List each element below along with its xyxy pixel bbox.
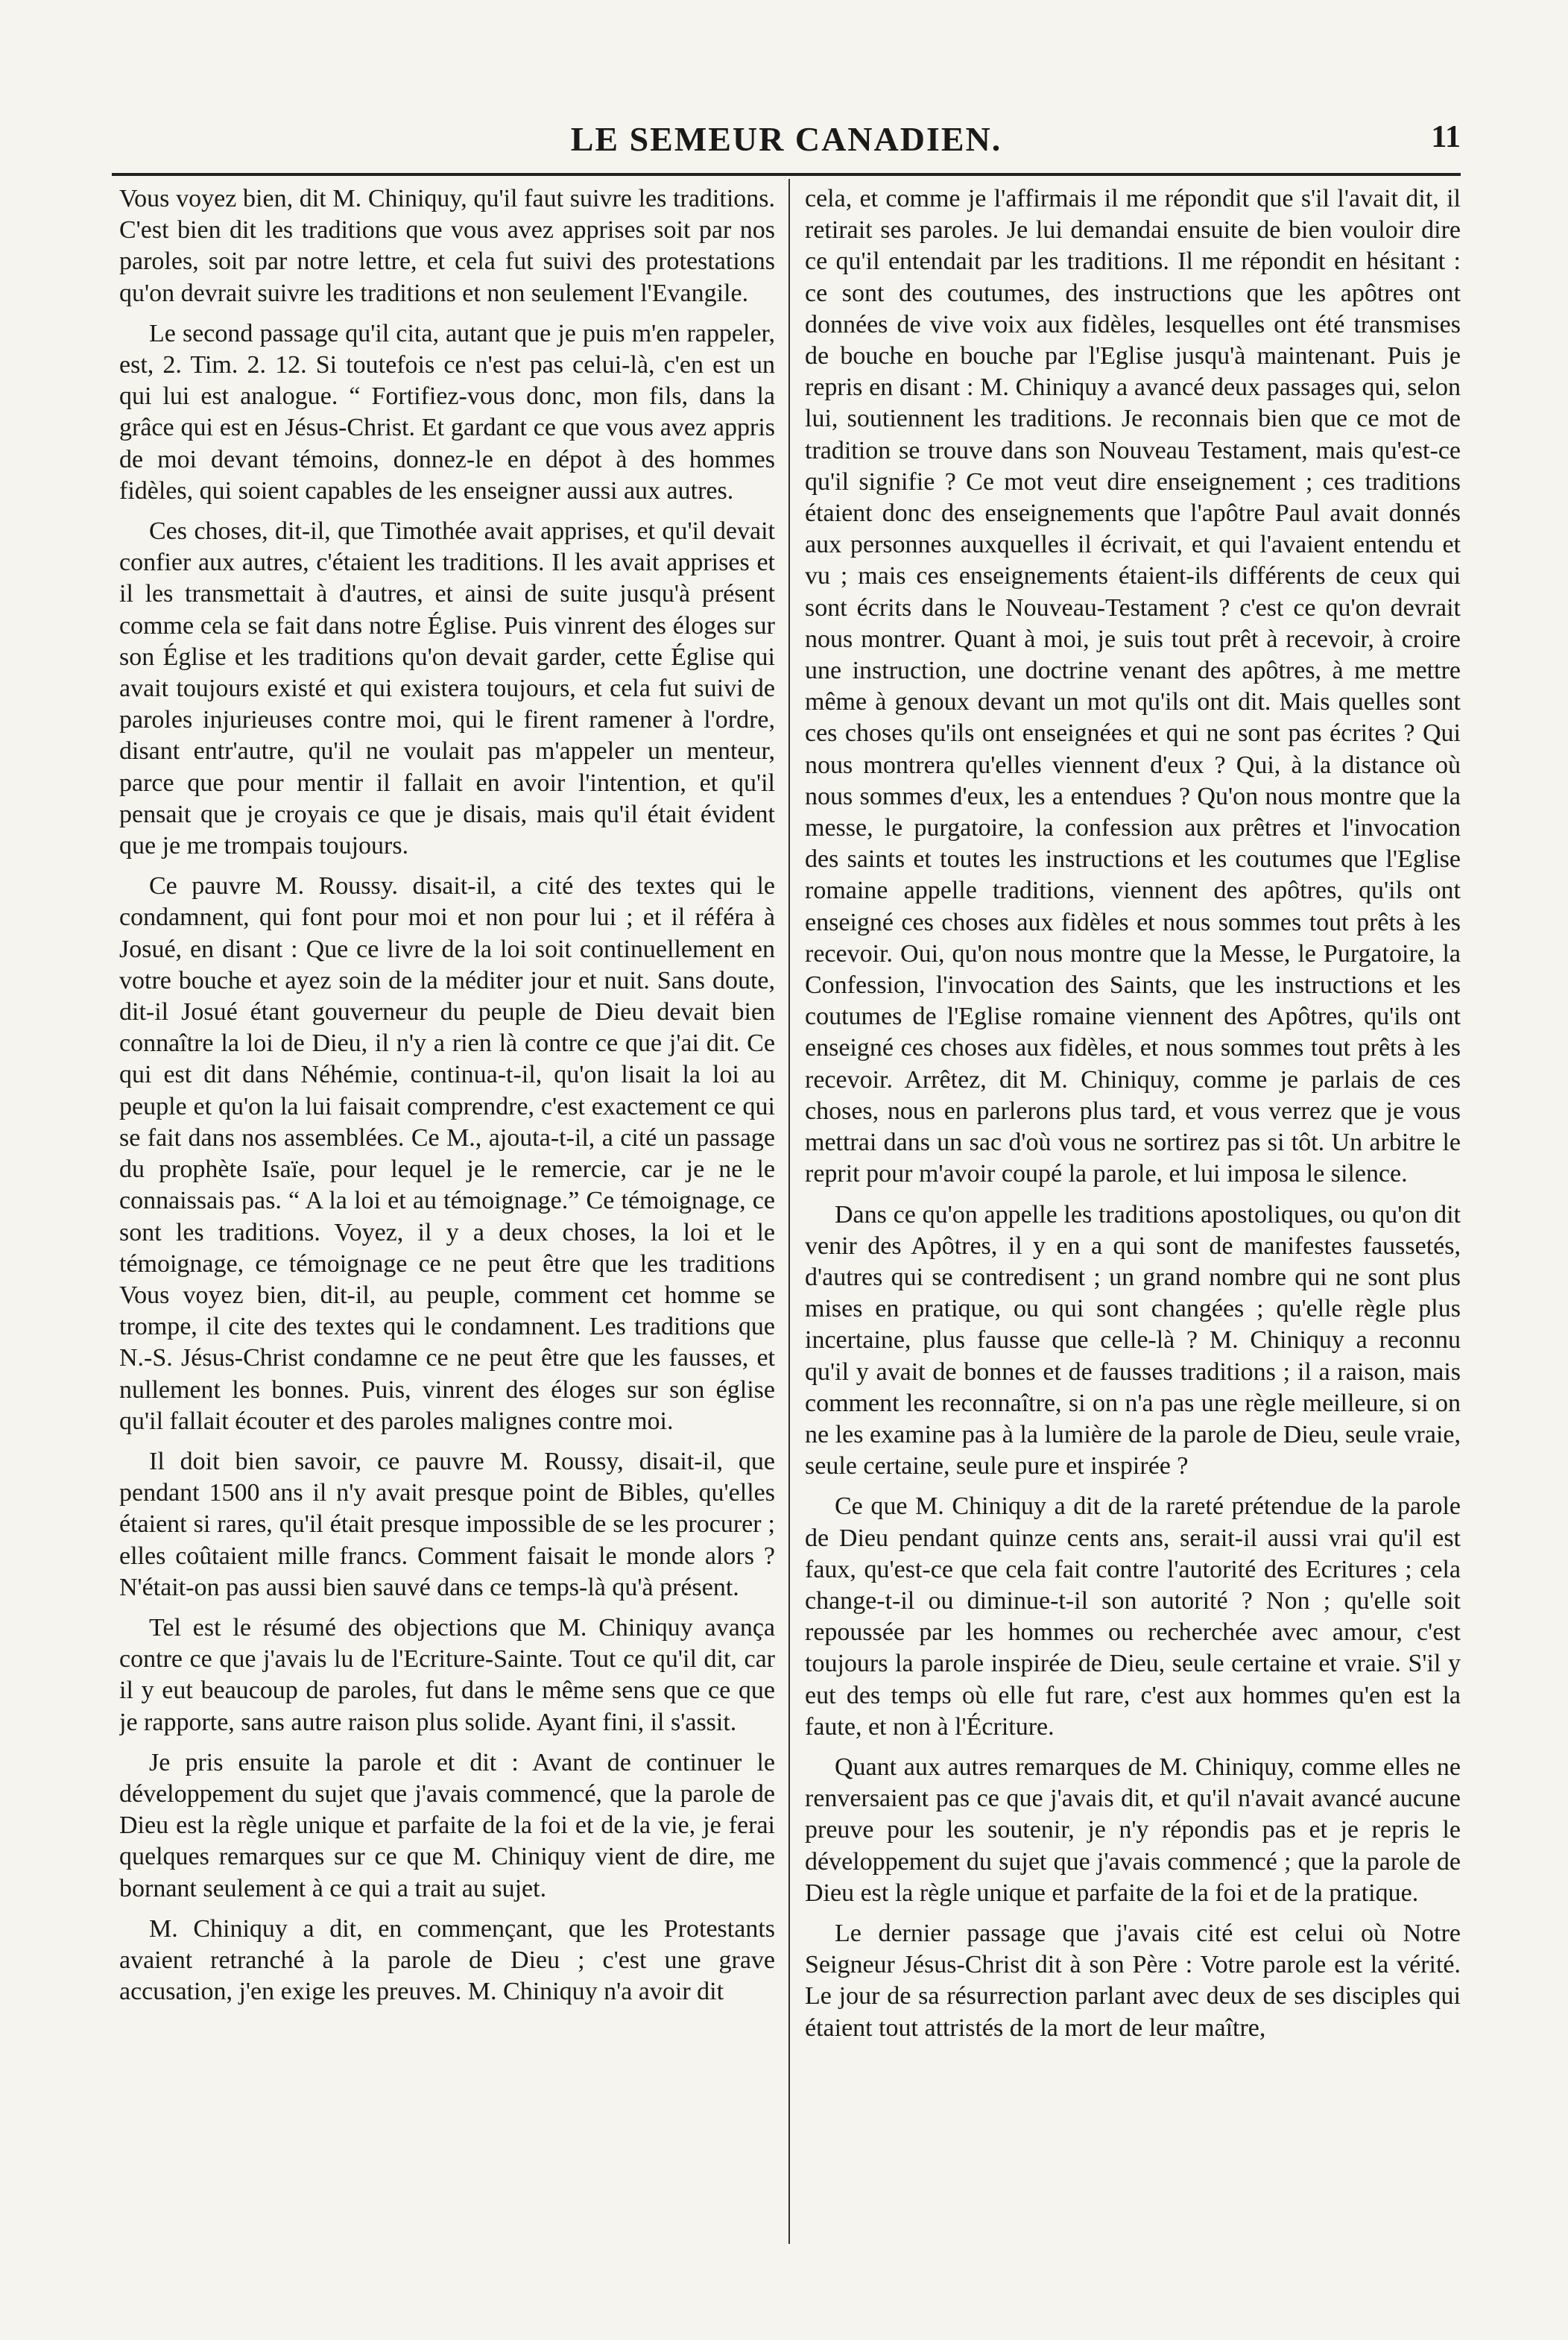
paragraph: Ces choses, dit-il, que Timothée avait apprises, et qu'il devait confier aux autres, c'étaient les traditions. Il les avait apprises et il les transmettait à d'autres, et ainsi de suite jusqu'à présent comme cela se fait dans notre Église. Puis vinrent des éloges sur son Église et les traditions qu'on devait garder, cette Église qui avait toujours existé et qui existera toujours, et cela fut suivi de paroles injurieuses contre moi, qui le firent ramener à l'ordre, disant entr'autre, qu'il ne voulait pas m'appeler un menteur, parce que pour mentir il fallait en avoir l'intention, et qu'il pensait que je croyais ce que je disais, mais qu'il était évident que je me trompais toujours. [119, 517, 775, 860]
column-divider [788, 179, 790, 2244]
paragraph: Dans ce qu'on appelle les traditions apostoliques, ou qu'on dit venir des Apôtres, il y en a qui sont de manifestes faussetés, d'autres qui se contredisent ; un grand nombre qui ne sont plus mises en pratique, ou qui sont changées ; qu'elle règle plus incertaine, plus fausse que celle-là ? M. Chiniquy a reconnu qu'il y avait de bonnes et de fausses traditions ; il a raison, mais comment les reconnaître, si on n'a pas une règle meilleure, si on ne les examine pas à la lumière de la parole de Dieu, seule vraie, seule certaine, seule pure et inspirée ? [805, 1200, 1461, 1480]
page-number: 11 [1431, 120, 1461, 154]
paragraph: Il doit bien savoir, ce pauvre M. Roussy, disait-il, que pendant 1500 ans il n'y avait presque point de Bibles, qu'elles étaient si rares, qu'il était presque impossible de se les procurer ; elles coûtaient mille francs. Comment faisait le monde alors ? N'était-on pas aussi bien sauvé dans ce temps-là qu'à présent. [119, 1447, 775, 1601]
paragraph: Vous voyez bien, dit M. Chiniquy, qu'il faut suivre les traditions. C'est bien dit les traditions que vous avez apprises soit par nos paroles, soit par notre lettre, et cela fut suivi des protestations qu'on devrait suivre les traditions et non seulement l'Evangile. [119, 185, 775, 307]
right-column [805, 183, 1461, 2241]
paragraph: Tel est le résumé des objections que M. Chiniquy avança contre ce que j'avais lu de l'Ecriture-Sainte. Tout ce qu'il dit, car il y eut beaucoup de paroles, fut dans le même sens que ce que je rapporte, sans autre raison plus solide. Ayant fini, il s'assit. [119, 1613, 775, 1736]
page-header [112, 119, 1461, 164]
paragraph: cela, et comme je l'affirmais il me répondit que s'il l'avait dit, il retirait ses paroles. Je lui demandai ensuite de bien vouloir dire ce qu'il entendait par les traditions. Il me répondit en hésitant : ce sont des coutumes, des instructions que les apôtres ont données de vive voix aux fidèles, lesquelles ont été transmises de bouche en bouche par l'Eglise jusqu'à maintenant. Puis je repris en disant : M. Chiniquy a avancé deux passages qui, selon lui, soutiennent les traditions. Je reconnais bien que ce mot de tradition se trouve dans son Nouveau Testament, mais qu'est-ce qu'il signifie ? Ce mot veut dire enseignement ; ces traditions étaient donc des enseignements que l'apôtre Paul avait donnés aux personnes auxquelles il écrivait, et qui l'avaient entendu et vu ; mais ces enseignements étaient-ils différents de ceux qui sont écrits dans le Nouveau-Testament ? c'est ce qu'on devrait nous montrer. Quant à moi, je suis tout prêt à recevoir, à croire une instruction, une doctrine venant des apôtres, à me mettre même à genoux devant un mot qu'ils ont dit. Mais quelles sont ces choses qu'ils ont enseignées et qui ne sont pas écrites ? Qui nous montrera qu'elles viennent d'eux ? Qui, à la distance où nous sommes d'eux, les a entendues ? Qu'on nous montre que la messe, le purgatoire, la confession aux prêtres et l'invocation des saints et toutes les instructions et les coutumes que l'Eglise romaine appelle traditions, viennent des apôtres, qu'ils ont enseigné ces choses aux fidèles et nous sommes tout prêts à les recevoir. Oui, qu'on nous montre que la Messe, le Purgatoire, la Confession, l'invocation des Saints, que les instructions et les coutumes de l'Eglise romaine viennent des Apôtres, qu'ils ont enseigné ces choses aux fidèles, et nous sommes tout prêts à les recevoir. Arrêtez, dit M. Chiniquy, comme je parlais de ces choses, nous en parlerons plus tard, et vous verrez que je vous mettrai dans un sac d'où vous ne sortirez pas si tôt. Un arbitre le reprit pour m'avoir coupé la parole, et lui imposa le silence. [805, 185, 1461, 1188]
header-rule [112, 173, 1461, 176]
paragraph: Le dernier passage que j'avais cité est celui où Notre Seigneur Jésus-Christ dit à son Père : Votre parole est la vérité. Le jour de sa résurrection parlant avec deux de ses disciples qui étaient tout attristés de la mort de leur maître, [805, 1919, 1461, 2042]
left-column [119, 183, 775, 2241]
paragraph: Je pris ensuite la parole et dit : Avant de continuer le développement du sujet que j'avais commencé, que la parole de Dieu est la règle unique et parfaite de la foi et de la vie, je ferai quelques remarques sur ce que M. Chiniquy vient de dire, me bornant seulement à ce qui a trait au sujet. [119, 1748, 775, 1902]
newspaper-title: LE SEMEUR CANADIEN. [570, 120, 1002, 158]
paragraph: Quant aux autres remarques de M. Chiniquy, comme elles ne renversaient pas ce que j'avais dit, et qu'il n'avait avancé aucune preuve pour les soutenir, je n'y répondis pas et je repris le développement du sujet que j'avais commencé ; que la parole de Dieu est la règle unique et parfaite de la foi et de la pratique. [805, 1753, 1461, 1907]
paragraph: Ce que M. Chiniquy a dit de la rareté prétendue de la parole de Dieu pendant quinze cents ans, serait-il aussi vrai qu'il est faux, qu'est-ce que cela fait contre l'autorité des Ecritures ; cela change-t-il ou diminue-t-il son autorité ? Non ; qu'elle soit repoussée par les hommes ou recherchée avec amour, c'est toujours la parole inspirée de Dieu, seule certaine et vraie. S'il y eut des temps où elle fut rare, c'est aux hommes qu'en est la faute, et non à l'Écriture. [805, 1492, 1461, 1741]
paragraph: Ce pauvre M. Roussy. disait-il, a cité des textes qui le condamnent, qui font pour moi et non pour lui ; et il référa à Josué, en disant : Que ce livre de la loi soit continuellement en votre bouche et ayez soin de la méditer jour et nuit. Sans doute, dit-il Josué étant gouverneur du peuple de Dieu devait bien connaître la loi de Dieu, il n'y a rien là contre ce que j'ai dit. Ce qui est dit dans Néhémie, continua-t-il, qu'on lisait la loi au peuple et qu'on la lui faisait comprendre, c'est exactement ce qui se fait dans nos assemblées. Ce M., ajouta-t-il, a cité un passage du prophète Isaïe, pour lequel je le remercie, car je ne le connaissais pas. “ A la loi et au témoignage.” Ce témoignage, ce sont les traditions. Voyez, il y a deux choses, la loi et le témoignage, ce témoignage ce ne peut être que les traditions Vous voyez bien, dit-il, au peuple, comment cet homme se trompe, il cite des textes qui le condamnent. Les traditions que N.-S. Jésus-Christ condamne ce ne peut être que les fausses, et nullement les bonnes. Puis, vinrent des éloges sur son église qu'il fallait écouter et des paroles malignes contre moi. [119, 872, 775, 1435]
paragraph: Le second passage qu'il cita, autant que je puis m'en rappeler, est, 2. Tim. 2. 12. Si toutefois ce n'est pas celui-là, c'en est un qui lui est analogue. “ Fortifiez-vous donc, mon fils, dans la grâce qui est en Jésus-Christ. Et gardant ce que vous avez appris de moi devant témoins, donnez-le en dépot à des hommes fidèles, qui soient capables de les enseigner aussi aux autres. [119, 319, 775, 505]
paragraph: M. Chiniquy a dit, en commençant, que les Protestants avaient retranché à la parole de Dieu ; c'est une grave accusation, j'en exige les preuves. M. Chiniquy n'a avoir dit [119, 1914, 775, 2006]
